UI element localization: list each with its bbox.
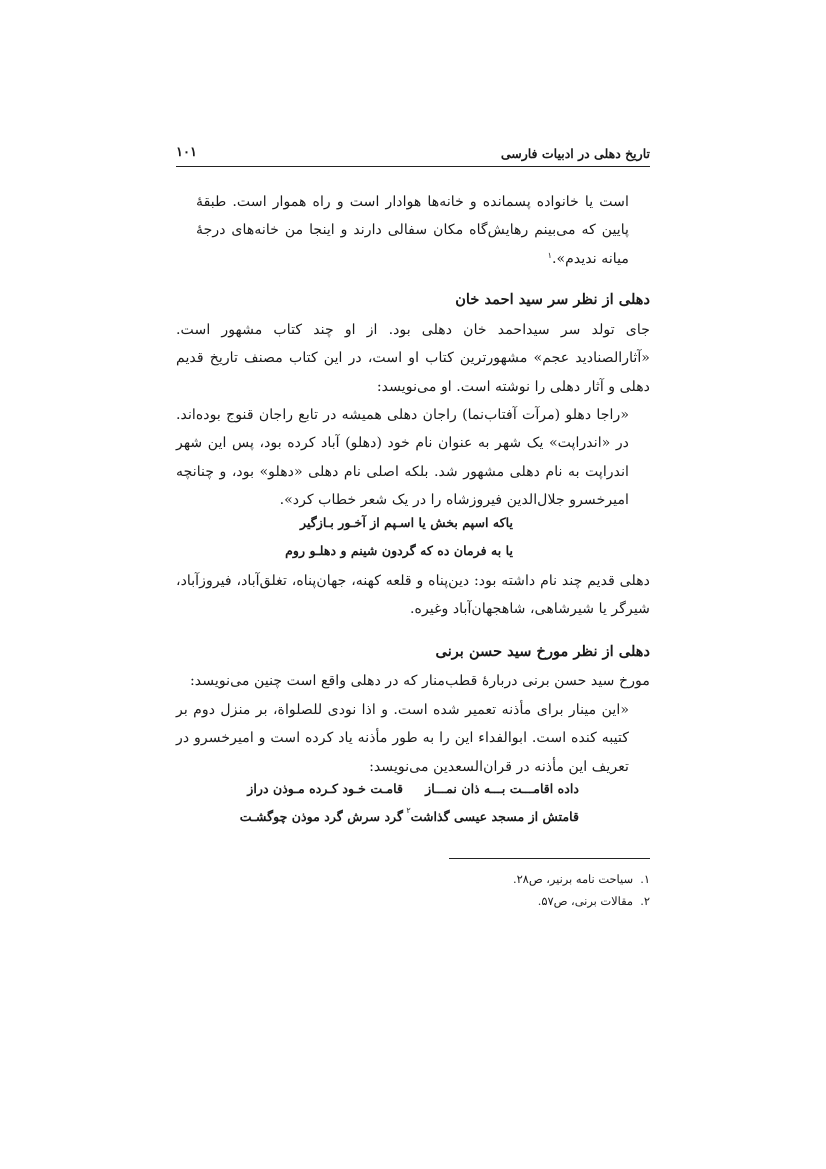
couplet-2-hemistich-b xyxy=(406,806,579,824)
page-number: ۱۰۱ xyxy=(176,145,197,160)
quote-continuation-text: است یا خانواده پسمانده و خانه‌ها هوادار است و راه هموار است. طبقهٔ پایین که می‌بینم رهایش‌گاه مکان سفالی دارند و اینجا من خانه‌های درجهٔ میانه ندیدم». xyxy=(196,194,629,267)
footnote-ref-1: ۱ xyxy=(547,250,552,260)
quote-continuation xyxy=(196,188,629,273)
footnote-2-number: ۲. xyxy=(640,894,650,908)
paragraph-sayyid-ahmad: جای تولد سر سیداحمد خان دهلی بود. از او چند کتاب مشهور است. «آثارالصنادید عجم» مشهورترین کتاب او است، در این کتاب مصنف تاریخ قدیم دهلی و آثار دهلی را نوشته است. او می‌نویسد: xyxy=(176,322,650,395)
couplet-2-hemistich-b-text: قامتش از مسجد عیسی گذاشت xyxy=(410,809,579,824)
footnote-rule xyxy=(449,858,650,859)
verse-line-2: یا به فرمان ده که گردون شینم و دهلـو روم xyxy=(285,543,513,558)
header-rule xyxy=(176,166,650,167)
verse-line-1: یاکه اسپم بخش یا اسـپم از آخـور بـازگیر xyxy=(300,515,513,530)
footnote-1-number: ۱. xyxy=(640,872,650,886)
running-header xyxy=(176,143,650,165)
couplet-2-hemistich-a: گرد سرش گرد موذن چوگشـت xyxy=(239,809,403,824)
footnote-ref-2: ۲ xyxy=(406,806,411,815)
paragraph-hasan-barni: مورخ سید حسن برنی دربارهٔ قطب‌منار که در دهلی واقع است چنین می‌نویسد: xyxy=(190,673,650,689)
footnote-1-text: سیاحت نامه برنیر، ص۲۸. xyxy=(512,872,633,886)
section-heading-1: دهلی از نظر سر سید احمد خان xyxy=(455,291,650,308)
section-heading-2: دهلی از نظر مورخ سید حسن برنی xyxy=(435,643,650,660)
footnote-2-text: مقالات برنی، ص۵۷. xyxy=(537,894,633,908)
couplet-1-hemistich-a: قامـت خـود کـرده مـوذن دراز xyxy=(247,781,403,796)
footnote-2 xyxy=(538,894,650,908)
quote-qutb-minar: «این مینار برای مأذنه تعمیر شده است. و اذا نودی للصلواة، بر منزل دوم بر کتیبه کنده است. ابوالفداء این را به طور مأذنه یاد کرده است و امیرخسرو در تعریف این مأذنه در قران‌السعدین می‌نویسد: xyxy=(176,702,629,775)
footnote-1 xyxy=(513,872,650,886)
quote-rajan-dehli: «راجا دهلو (مرآت آفتاب‌نما) راجان دهلی همیشه در تابع راجان قنوج بوده‌اند. در «اندراپت» یک شهر به عنوان نام خود (دهلو) آباد کرده بود، پس این شهر اندراپت به نام دهلی مشهور شد. بلکه اصلی نام دهلی «دهلو» بود، و چنانچه امیرخسرو جلال‌الدین فیروزشاه را در یک شعر خطاب کرد». xyxy=(176,407,629,509)
paragraph-old-names: دهلی قدیم چند نام داشته بود: دین‌پناه و قلعه کهنه، جهان‌پناه، تغلق‌آباد، فیروزآباد، شیرگر یا شیرشاهی، شاهجهان‌آباد وغیره. xyxy=(176,573,650,618)
running-title: تاریخ دهلی در ادبیات فارسی xyxy=(500,146,650,161)
couplet-1-hemistich-b: داده اقامـــت بـــه ذان نمـــاز xyxy=(425,781,579,796)
